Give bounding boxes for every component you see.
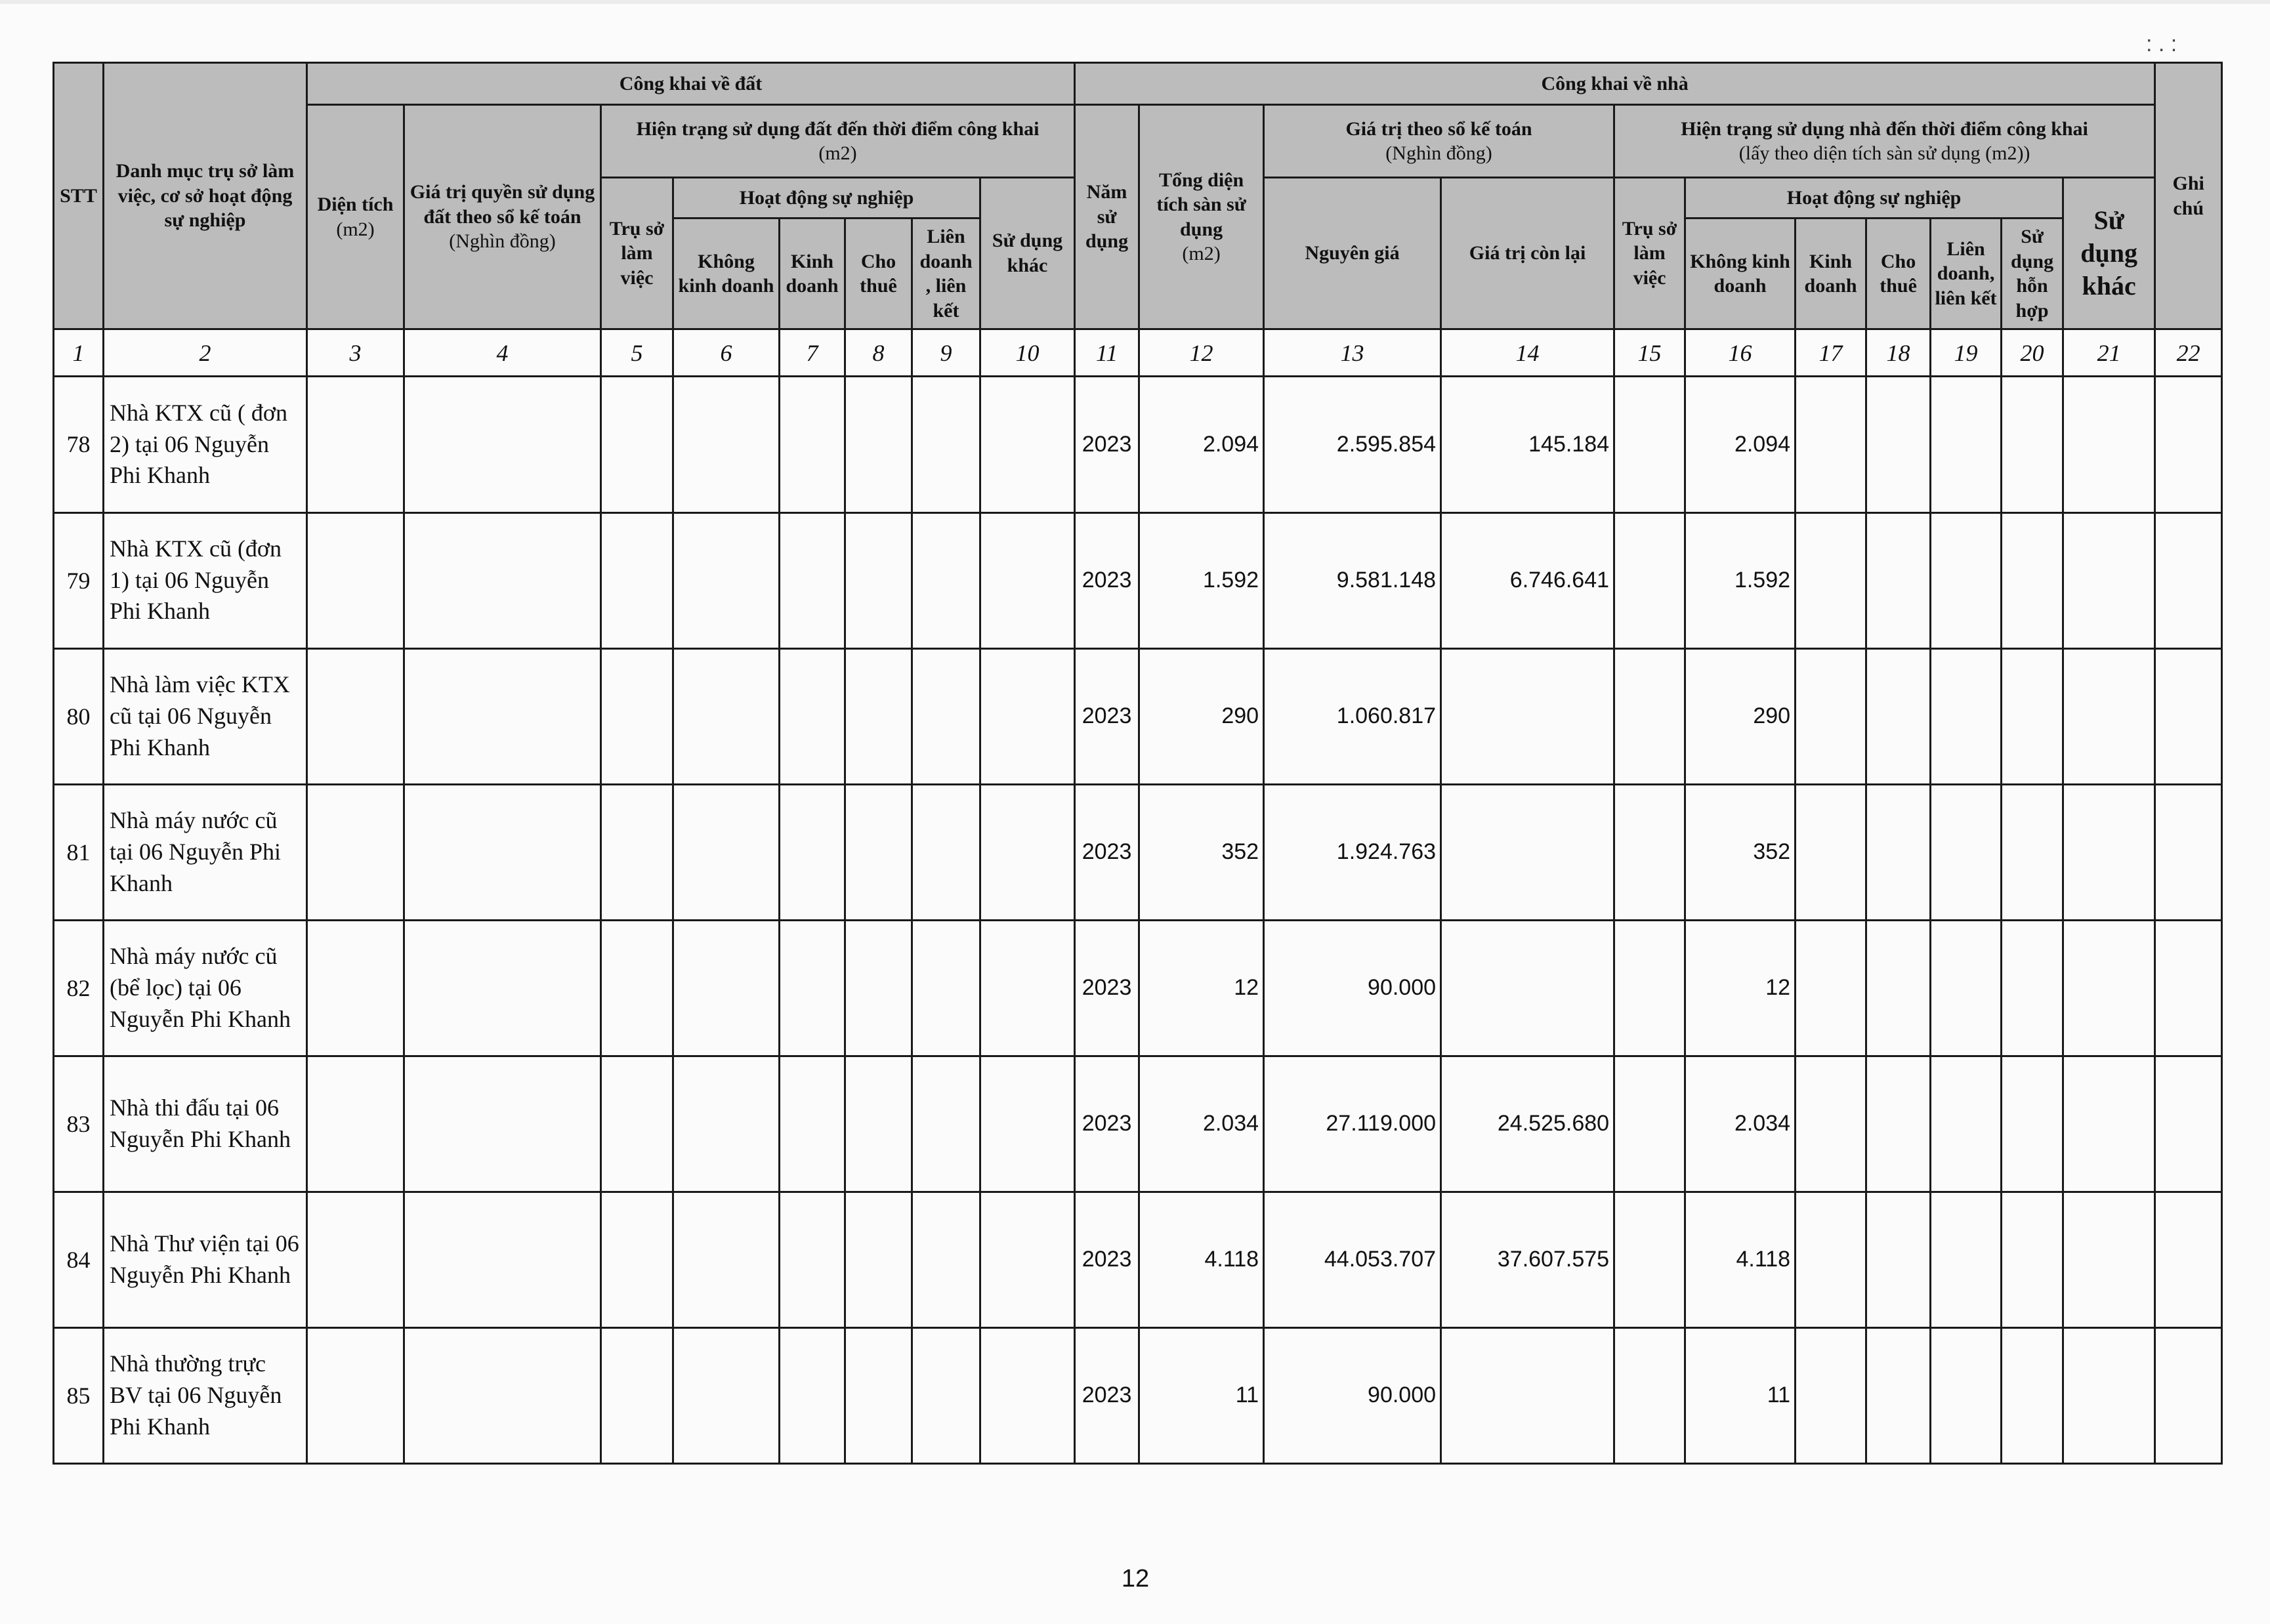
cell-tru-so-dat — [601, 1056, 673, 1192]
cell-gia-tri-con-lai: 24.525.680 — [1441, 1056, 1614, 1192]
cell-name: Nhà máy nước cũ (bể lọc) tại 06 Nguyễn Phi Khanh — [104, 920, 307, 1056]
page-number: 12 — [1121, 1565, 1150, 1593]
table-row — [54, 1192, 2222, 1327]
header-tong-dien-tich — [1139, 105, 1264, 329]
cell-lien-doanh-nha — [1931, 784, 2002, 920]
cell-gia-tri-con-lai — [1441, 648, 1614, 784]
cell-khong-kd-nha: 352 — [1685, 784, 1796, 920]
cell-stt: 83 — [54, 1056, 104, 1192]
tong-dien-tich-label: Tổng diện tích sàn sử dụng — [1156, 169, 1246, 240]
header-ghi-chu: Ghi chú — [2155, 63, 2222, 329]
cell-su-dung-hon-hop — [2002, 784, 2063, 920]
column-number: 15 — [1614, 329, 1685, 377]
cell-gia-tri-con-lai: 6.746.641 — [1441, 512, 1614, 648]
header-cho-thue-dat: Cho thuê — [845, 219, 912, 329]
header-stt: STT — [54, 63, 104, 329]
cell-dien-tich — [307, 784, 404, 920]
cell-lien-doanh-nha — [1931, 920, 2002, 1056]
cell-nam-su-dung: 2023 — [1075, 512, 1139, 648]
cell-gia-tri-con-lai: 145.184 — [1441, 377, 1614, 512]
cell-dien-tich — [307, 1327, 404, 1463]
cell-stt: 84 — [54, 1192, 104, 1327]
cell-cho-thue-nha — [1866, 920, 1931, 1056]
cell-khong-kd-dat — [673, 377, 780, 512]
column-number: 6 — [673, 329, 780, 377]
cell-dien-tich — [307, 1192, 404, 1327]
gia-tri-qsd-unit: (Nghìn đồng) — [449, 230, 556, 253]
cell-nam-su-dung: 2023 — [1075, 1056, 1139, 1192]
cell-tong-dien-tich: 290 — [1139, 648, 1264, 784]
header-kinh-doanh-nha: Kinh doanh — [1796, 219, 1866, 329]
column-number: 10 — [980, 329, 1075, 377]
cell-stt: 78 — [54, 377, 104, 512]
cell-su-dung-khac-nha — [2063, 1056, 2155, 1192]
cell-su-dung-khac-dat — [980, 377, 1075, 512]
cell-gia-tri-qsd — [404, 1192, 601, 1327]
cell-cho-thue-nha — [1866, 648, 1931, 784]
cell-su-dung-khac-nha — [2063, 512, 2155, 648]
cell-kinh-doanh-dat — [780, 377, 845, 512]
cell-dien-tich — [307, 377, 404, 512]
cell-kinh-doanh-nha — [1796, 1192, 1866, 1327]
cell-nguyen-gia: 90.000 — [1264, 1327, 1441, 1463]
cell-su-dung-khac-nha — [2063, 648, 2155, 784]
cell-stt: 80 — [54, 648, 104, 784]
cell-tru-so-nha — [1614, 648, 1685, 784]
table-row — [54, 784, 2222, 920]
column-number: 13 — [1264, 329, 1441, 377]
header-gia-tri-con-lai: Giá trị còn lại — [1441, 177, 1614, 329]
cell-khong-kd-nha: 1.592 — [1685, 512, 1796, 648]
cell-cho-thue-dat — [845, 784, 912, 920]
column-number: 18 — [1866, 329, 1931, 377]
cell-ghi-chu — [2155, 920, 2222, 1056]
public-disclosure-table — [53, 62, 2223, 1465]
cell-ghi-chu — [2155, 512, 2222, 648]
cell-tong-dien-tich: 2.034 — [1139, 1056, 1264, 1192]
cell-khong-kd-dat — [673, 1056, 780, 1192]
cell-stt: 81 — [54, 784, 104, 920]
cell-lien-doanh-dat — [912, 784, 980, 920]
cell-gia-tri-qsd — [404, 1056, 601, 1192]
header-cho-thue-nha: Cho thuê — [1866, 219, 1931, 329]
column-number: 3 — [307, 329, 404, 377]
cell-tru-so-nha — [1614, 920, 1685, 1056]
cell-tru-so-dat — [601, 512, 673, 648]
cell-nam-su-dung: 2023 — [1075, 1327, 1139, 1463]
header-row-1 — [54, 63, 2222, 105]
cell-gia-tri-con-lai — [1441, 920, 1614, 1056]
table-row — [54, 648, 2222, 784]
gia-tri-so-kt-unit: (Nghìn đồng) — [1385, 142, 1492, 165]
page-top-edge — [0, 0, 2270, 4]
cell-tong-dien-tich: 352 — [1139, 784, 1264, 920]
cell-kinh-doanh-dat — [780, 1192, 845, 1327]
cell-nam-su-dung: 2023 — [1075, 377, 1139, 512]
cell-tru-so-nha — [1614, 1327, 1685, 1463]
cell-su-dung-hon-hop — [2002, 648, 2063, 784]
column-number: 4 — [404, 329, 601, 377]
header-hien-trang-dat — [601, 105, 1075, 178]
cell-cho-thue-dat — [845, 377, 912, 512]
column-number: 14 — [1441, 329, 1614, 377]
cell-nam-su-dung: 2023 — [1075, 648, 1139, 784]
cell-kinh-doanh-nha — [1796, 1327, 1866, 1463]
cell-kinh-doanh-dat — [780, 784, 845, 920]
cell-lien-doanh-dat — [912, 1327, 980, 1463]
cell-lien-doanh-nha — [1931, 648, 2002, 784]
cell-lien-doanh-nha — [1931, 1192, 2002, 1327]
cell-tru-so-dat — [601, 1192, 673, 1327]
cell-nguyen-gia: 2.595.854 — [1264, 377, 1441, 512]
cell-kinh-doanh-nha — [1796, 648, 1866, 784]
cell-name: Nhà Thư viện tại 06 Nguyễn Phi Khanh — [104, 1192, 307, 1327]
cell-kinh-doanh-nha — [1796, 920, 1866, 1056]
cell-lien-doanh-dat — [912, 648, 980, 784]
cell-cho-thue-nha — [1866, 1056, 1931, 1192]
header-lien-doanh-dat: Liên doanh , liên kết — [912, 219, 980, 329]
column-number: 8 — [845, 329, 912, 377]
cell-kinh-doanh-nha — [1796, 784, 1866, 920]
cell-name: Nhà KTX cũ (đơn 1) tại 06 Nguyễn Phi Khanh — [104, 512, 307, 648]
cell-tru-so-nha — [1614, 512, 1685, 648]
cell-kinh-doanh-dat — [780, 512, 845, 648]
column-number: 2 — [104, 329, 307, 377]
cell-tong-dien-tich: 2.094 — [1139, 377, 1264, 512]
cell-kinh-doanh-dat — [780, 920, 845, 1056]
cell-khong-kd-nha: 4.118 — [1685, 1192, 1796, 1327]
header-lien-doanh-nha: Liên doanh, liên kết — [1931, 219, 2002, 329]
cell-su-dung-hon-hop — [2002, 920, 2063, 1056]
header-gia-tri-so-kt — [1264, 105, 1614, 178]
cell-name: Nhà làm việc KTX cũ tại 06 Nguyễn Phi Khanh — [104, 648, 307, 784]
cell-tru-so-nha — [1614, 1056, 1685, 1192]
cell-gia-tri-qsd — [404, 920, 601, 1056]
cell-gia-tri-qsd — [404, 784, 601, 920]
cell-nam-su-dung: 2023 — [1075, 784, 1139, 920]
cell-ghi-chu — [2155, 377, 2222, 512]
header-hoat-dong-sn-nha: Hoạt động sự nghiệp — [1685, 177, 2063, 218]
table-row — [54, 920, 2222, 1056]
cell-tong-dien-tich: 4.118 — [1139, 1192, 1264, 1327]
cell-khong-kd-dat — [673, 512, 780, 648]
cell-nam-su-dung: 2023 — [1075, 1192, 1139, 1327]
cell-tru-so-dat — [601, 648, 673, 784]
cell-su-dung-hon-hop — [2002, 1192, 2063, 1327]
cell-ghi-chu — [2155, 1192, 2222, 1327]
cell-kinh-doanh-nha — [1796, 512, 1866, 648]
cell-khong-kd-nha: 12 — [1685, 920, 1796, 1056]
cell-cho-thue-nha — [1866, 512, 1931, 648]
column-number: 22 — [2155, 329, 2222, 377]
cell-tong-dien-tich: 11 — [1139, 1327, 1264, 1463]
table-row — [54, 377, 2222, 512]
hien-trang-nha-sub: (lấy theo diện tích sàn sử dụng (m2)) — [1738, 142, 2030, 165]
cell-cho-thue-dat — [845, 512, 912, 648]
header-nam-su-dung: Năm sử dụng — [1075, 105, 1139, 329]
table-row — [54, 512, 2222, 648]
cell-gia-tri-qsd — [404, 377, 601, 512]
cell-stt: 79 — [54, 512, 104, 648]
cell-tong-dien-tich: 12 — [1139, 920, 1264, 1056]
cell-khong-kd-dat — [673, 784, 780, 920]
cell-nam-su-dung: 2023 — [1075, 920, 1139, 1056]
cell-kinh-doanh-dat — [780, 1056, 845, 1192]
cell-su-dung-khac-dat — [980, 648, 1075, 784]
column-number: 16 — [1685, 329, 1796, 377]
cell-gia-tri-con-lai: 37.607.575 — [1441, 1192, 1614, 1327]
header-dien-tich — [307, 105, 404, 329]
column-number: 21 — [2063, 329, 2155, 377]
header-kinh-doanh-dat: Kinh doanh — [780, 219, 845, 329]
cell-name: Nhà thường trực BV tại 06 Nguyễn Phi Khanh — [104, 1327, 307, 1463]
cell-dien-tich — [307, 648, 404, 784]
cell-cho-thue-nha — [1866, 1192, 1931, 1327]
header-su-dung-khac-nha: Sử dụng khác — [2063, 177, 2155, 329]
cell-gia-tri-qsd — [404, 1327, 601, 1463]
cell-su-dung-khac-dat — [980, 784, 1075, 920]
cell-dien-tich — [307, 1056, 404, 1192]
cell-tru-so-dat — [601, 377, 673, 512]
scan-marks: : . : — [2146, 31, 2177, 56]
cell-nguyen-gia: 1.924.763 — [1264, 784, 1441, 920]
cell-su-dung-hon-hop — [2002, 512, 2063, 648]
cell-nguyen-gia: 44.053.707 — [1264, 1192, 1441, 1327]
data-rows — [54, 377, 2222, 1464]
dien-tich-label: Diện tích — [317, 194, 394, 216]
column-number: 12 — [1139, 329, 1264, 377]
cell-ghi-chu — [2155, 648, 2222, 784]
cell-nguyen-gia: 9.581.148 — [1264, 512, 1441, 648]
cell-su-dung-khac-dat — [980, 1056, 1075, 1192]
cell-cho-thue-nha — [1866, 377, 1931, 512]
cell-tru-so-nha — [1614, 1192, 1685, 1327]
header-danh-muc: Danh mục trụ sở làm việc, cơ sở hoạt động sự nghiệp — [104, 63, 307, 329]
column-number: 5 — [601, 329, 673, 377]
cell-cho-thue-dat — [845, 1327, 912, 1463]
cell-su-dung-khac-nha — [2063, 920, 2155, 1056]
header-su-dung-khac-dat: Sử dụng khác — [980, 177, 1075, 329]
column-number: 1 — [54, 329, 104, 377]
cell-cho-thue-dat — [845, 1192, 912, 1327]
cell-khong-kd-dat — [673, 1192, 780, 1327]
cell-ghi-chu — [2155, 1056, 2222, 1192]
cell-cho-thue-dat — [845, 648, 912, 784]
cell-su-dung-khac-dat — [980, 512, 1075, 648]
cell-stt: 85 — [54, 1327, 104, 1463]
hien-trang-dat-unit: (m2) — [818, 142, 857, 165]
cell-lien-doanh-dat — [912, 377, 980, 512]
cell-cho-thue-dat — [845, 920, 912, 1056]
cell-khong-kd-nha: 2.094 — [1685, 377, 1796, 512]
header-hien-trang-nha — [1614, 105, 2155, 178]
cell-lien-doanh-dat — [912, 1056, 980, 1192]
cell-cho-thue-dat — [845, 1056, 912, 1192]
cell-lien-doanh-nha — [1931, 377, 2002, 512]
column-number: 17 — [1796, 329, 1866, 377]
cell-gia-tri-con-lai — [1441, 1327, 1614, 1463]
cell-su-dung-hon-hop — [2002, 377, 2063, 512]
cell-lien-doanh-dat — [912, 920, 980, 1056]
cell-tru-so-nha — [1614, 377, 1685, 512]
header-row-2 — [54, 105, 2222, 178]
cell-lien-doanh-nha — [1931, 1327, 2002, 1463]
cell-ghi-chu — [2155, 1327, 2222, 1463]
cell-nguyen-gia: 27.119.000 — [1264, 1056, 1441, 1192]
cell-tru-so-nha — [1614, 784, 1685, 920]
cell-dien-tich — [307, 920, 404, 1056]
cell-lien-doanh-nha — [1931, 512, 2002, 648]
gia-tri-so-kt-label: Giá trị theo sổ kế toán — [1345, 117, 1532, 140]
cell-tru-so-dat — [601, 920, 673, 1056]
cell-kinh-doanh-dat — [780, 648, 845, 784]
cell-su-dung-khac-nha — [2063, 1327, 2155, 1463]
cell-kinh-doanh-dat — [780, 1327, 845, 1463]
cell-tong-dien-tich: 1.592 — [1139, 512, 1264, 648]
cell-lien-doanh-dat — [912, 1192, 980, 1327]
cell-kinh-doanh-nha — [1796, 1056, 1866, 1192]
cell-su-dung-hon-hop — [2002, 1327, 2063, 1463]
column-number-row — [54, 329, 2222, 377]
cell-cho-thue-nha — [1866, 784, 1931, 920]
cell-tru-so-dat — [601, 1327, 673, 1463]
cell-su-dung-khac-dat — [980, 1192, 1075, 1327]
table-row — [54, 1327, 2222, 1463]
header-gia-tri-qsd — [404, 105, 601, 329]
cell-cho-thue-nha — [1866, 1327, 1931, 1463]
cell-khong-kd-dat — [673, 920, 780, 1056]
cell-lien-doanh-dat — [912, 512, 980, 648]
column-number: 11 — [1075, 329, 1139, 377]
cell-gia-tri-qsd — [404, 512, 601, 648]
cell-stt: 82 — [54, 920, 104, 1056]
tong-dien-tich-unit: (m2) — [1182, 243, 1221, 265]
hien-trang-nha-label: Hiện trạng sử dụng nhà đến thời điểm công khai — [1681, 117, 2088, 140]
cell-khong-kd-dat — [673, 1327, 780, 1463]
header-cong-khai-dat: Công khai về đất — [307, 63, 1075, 105]
cell-nguyen-gia: 1.060.817 — [1264, 648, 1441, 784]
column-number: 9 — [912, 329, 980, 377]
header-nguyen-gia: Nguyên giá — [1264, 177, 1441, 329]
hien-trang-dat-label: Hiện trạng sử dụng đất đến thời điểm công khai — [636, 117, 1040, 140]
cell-name: Nhà KTX cũ ( đơn 2) tại 06 Nguyễn Phi Khanh — [104, 377, 307, 512]
column-number: 7 — [780, 329, 845, 377]
header-tru-so-nha: Trụ sở làm việc — [1614, 177, 1685, 329]
gia-tri-qsd-label: Giá trị quyền sử dụng đất theo sổ kế toán — [410, 181, 595, 228]
header-su-dung-hon-hop: Sử dụng hỗn hợp — [2002, 219, 2063, 329]
cell-ghi-chu — [2155, 784, 2222, 920]
dien-tich-unit: (m2) — [336, 218, 375, 240]
cell-tru-so-dat — [601, 784, 673, 920]
table-row — [54, 1056, 2222, 1192]
cell-su-dung-hon-hop — [2002, 1056, 2063, 1192]
cell-su-dung-khac-nha — [2063, 377, 2155, 512]
header-khong-kd-dat: Không kinh doanh — [673, 219, 780, 329]
cell-su-dung-khac-nha — [2063, 784, 2155, 920]
column-number: 20 — [2002, 329, 2063, 377]
cell-kinh-doanh-nha — [1796, 377, 1866, 512]
header-cong-khai-nha: Công khai về nhà — [1075, 63, 2155, 105]
header-khong-kd-nha: Không kinh doanh — [1685, 219, 1796, 329]
cell-nguyen-gia: 90.000 — [1264, 920, 1441, 1056]
cell-name: Nhà thi đấu tại 06 Nguyễn Phi Khanh — [104, 1056, 307, 1192]
cell-khong-kd-nha: 11 — [1685, 1327, 1796, 1463]
cell-su-dung-khac-dat — [980, 920, 1075, 1056]
cell-name: Nhà máy nước cũ tại 06 Nguyễn Phi Khanh — [104, 784, 307, 920]
cell-khong-kd-dat — [673, 648, 780, 784]
cell-gia-tri-qsd — [404, 648, 601, 784]
cell-su-dung-khac-dat — [980, 1327, 1075, 1463]
cell-dien-tich — [307, 512, 404, 648]
column-number: 19 — [1931, 329, 2002, 377]
cell-su-dung-khac-nha — [2063, 1192, 2155, 1327]
cell-gia-tri-con-lai — [1441, 784, 1614, 920]
header-tru-so-dat: Trụ sở làm việc — [601, 177, 673, 329]
header-hoat-dong-sn-dat: Hoạt động sự nghiệp — [673, 177, 980, 218]
cell-khong-kd-nha: 2.034 — [1685, 1056, 1796, 1192]
cell-khong-kd-nha: 290 — [1685, 648, 1796, 784]
cell-lien-doanh-nha — [1931, 1056, 2002, 1192]
